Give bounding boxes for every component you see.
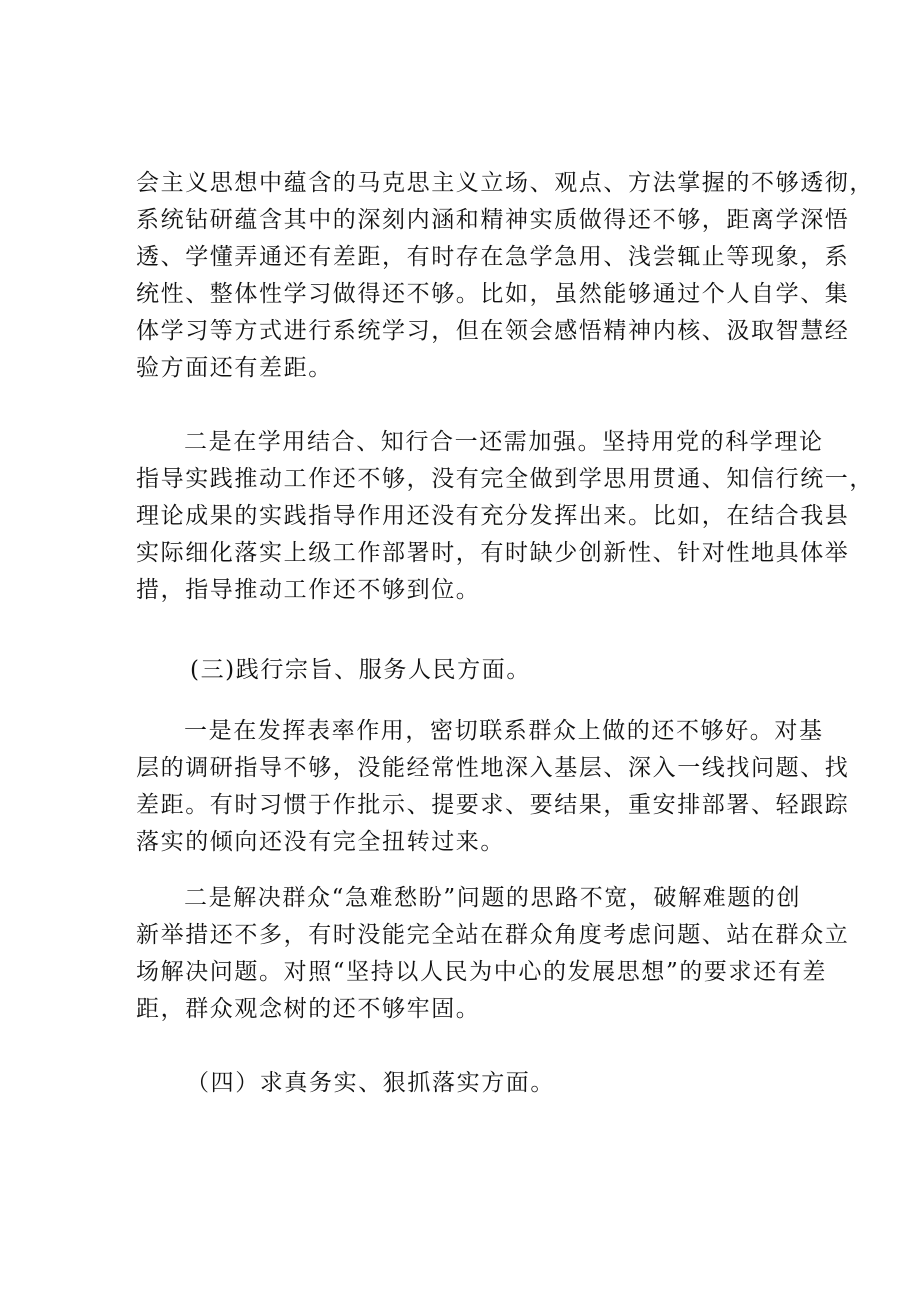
text-line: 指导实践推动工作还不够，没有完全做到学思用贯通、知信行统一， — [136, 466, 874, 492]
section-heading: （四）求真务实、狠抓落实方面。 — [186, 1070, 555, 1096]
paragraph-urgent-issues — [136, 880, 850, 1028]
text-line: 差距。有时习惯于作批示、提要求、要结果，重安排部署、轻跟踪 — [136, 792, 850, 818]
text-line: 二是在学用结合、知行合一还需加强。坚持用党的科学理论 — [184, 429, 824, 455]
text-line: 新举措还不多，有时没能完全站在群众角度考虑问题、站在群众立 — [136, 922, 850, 948]
paragraph-theory-practice — [136, 424, 874, 609]
text-line: 层的调研指导不够，没能经常性地深入基层、深入一线找问题、找 — [136, 755, 850, 781]
text-line: 会主义思想中蕴含的马克思主义立场、观点、方法掌握的不够透彻， — [136, 170, 874, 196]
text-line: 验方面还有差距。 — [136, 355, 333, 381]
section-heading-three — [136, 652, 796, 689]
text-line: 措，指导推动工作还不够到位。 — [136, 577, 481, 603]
text-line: 统性、整体性学习做得还不够。比如，虽然能够通过个人自学、集 — [136, 281, 850, 307]
text-line: 体学习等方式进行系统学习，但在领会感悟精神内核、汲取智慧经 — [136, 318, 850, 344]
text-line: 透、学懂弄通还有差距，有时存在急学急用、浅尝辄止等现象，系 — [136, 244, 850, 270]
text-line: 系统钻研蕴含其中的深刻内涵和精神实质做得还不够，距离学深悟 — [136, 207, 850, 233]
text-line: 二是解决群众“急难愁盼”问题的思路不宽，破解难题的创 — [184, 885, 802, 911]
text-line: 实际细化落实上级工作部署时，有时缺少创新性、针对性地具体举 — [136, 540, 850, 566]
paragraph-ideology-study — [136, 165, 874, 387]
text-line: 距，群众观念树的还不够牢固。 — [136, 996, 481, 1022]
paragraph-serve-people — [136, 713, 850, 861]
text-line: 理论成果的实践指导作用还没有充分发挥出来。比如，在结合我县 — [136, 503, 850, 529]
section-heading: (三)践行宗旨、服务人民方面。 — [190, 657, 531, 683]
section-heading-four — [136, 1065, 796, 1102]
text-line: 落实的倾向还没有完全扭转过来。 — [136, 829, 505, 855]
text-line: 一是在发挥表率作用，密切联系群众上做的还不够好。对基 — [184, 718, 824, 744]
text-line: 场解决问题。对照“坚持以人民为中心的发展思想”的要求还有差 — [136, 959, 827, 985]
